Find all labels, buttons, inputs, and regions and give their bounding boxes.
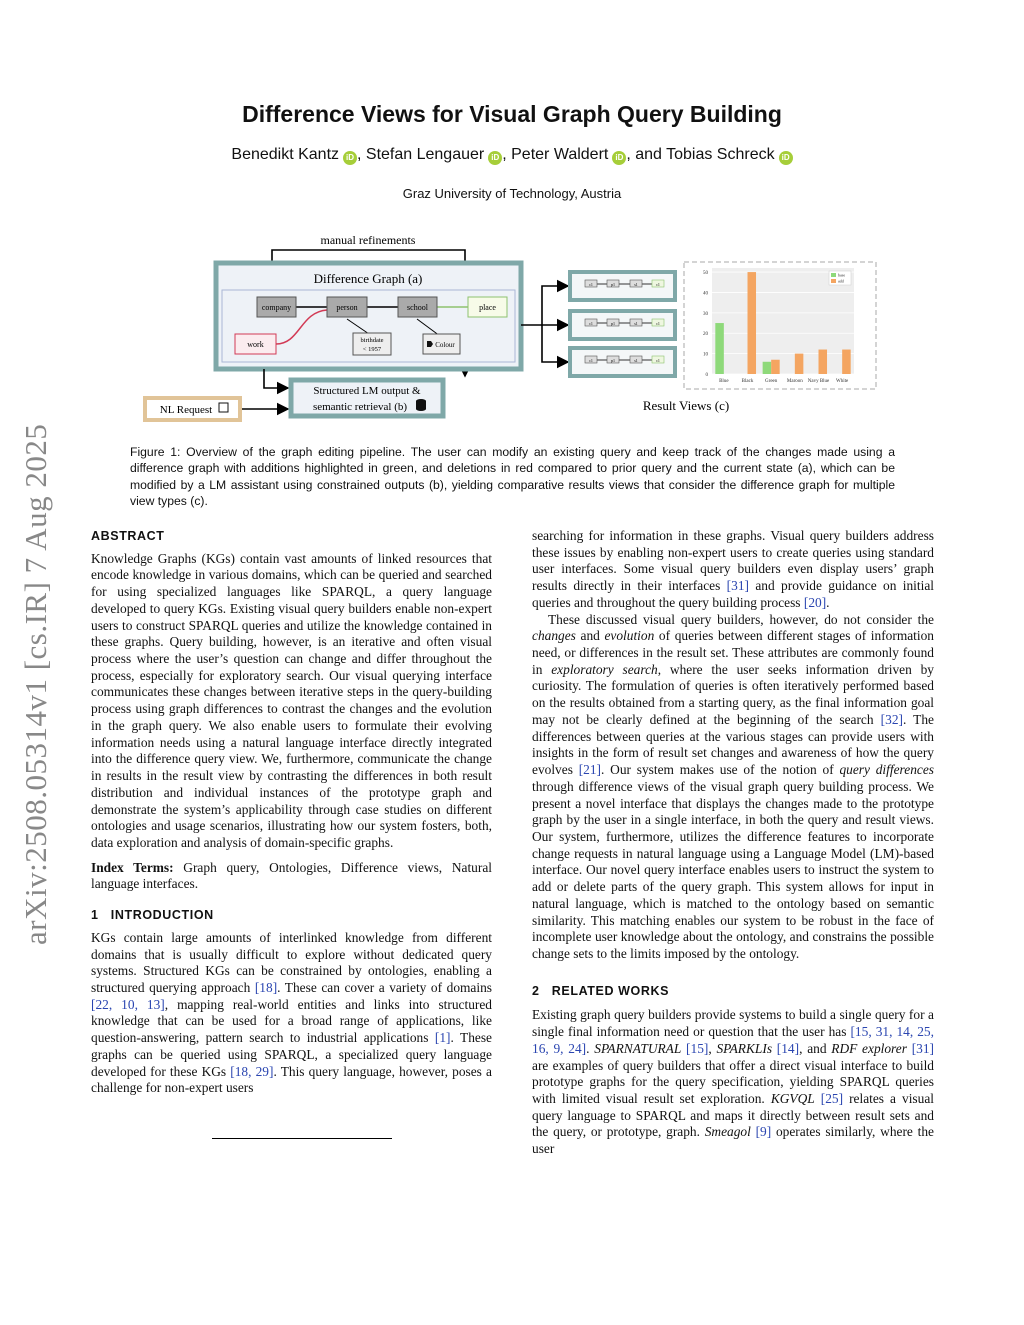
citation-link[interactable]: [9] xyxy=(755,1124,772,1140)
orcid-icon[interactable]: iD xyxy=(779,151,793,165)
citation-link[interactable]: [21] xyxy=(578,762,602,778)
left-column xyxy=(91,528,492,1097)
abstract-heading xyxy=(91,528,492,545)
citation-link[interactable]: [25] xyxy=(820,1091,844,1106)
node-place-label: place xyxy=(479,303,496,312)
mini-node-label: c1 xyxy=(656,358,660,363)
y-tick-label: 0 xyxy=(705,373,708,378)
mini-node-label: s1 xyxy=(634,321,638,326)
node-school-label: school xyxy=(407,303,428,312)
author-name: Stefan Lengauer xyxy=(365,146,485,163)
legend-label: base xyxy=(838,272,846,278)
author-sep: , xyxy=(357,146,366,163)
footnote-rule xyxy=(212,1138,392,1139)
node-colour-label: Colour xyxy=(435,341,455,349)
mini-node-label: c1 xyxy=(589,358,593,363)
section-number: 1 xyxy=(91,908,99,923)
citation-link[interactable]: [22, 10, 13] xyxy=(91,996,165,1012)
arxiv-identifier: arXiv:2508.05314v1 [cs.IR] 7 Aug 2025 xyxy=(18,423,53,945)
orcid-icon[interactable]: iD xyxy=(612,151,626,165)
pipeline-figure xyxy=(0,225,1024,425)
mini-node-label: s1 xyxy=(634,282,638,287)
abstract-heading-text: ABSTRACT xyxy=(91,529,165,543)
manual-refinements-label: manual refinements xyxy=(320,233,416,247)
index-terms-text: Graph query, Ontologies, Difference views, Natural language interfaces. xyxy=(91,859,492,892)
y-tick-label: 20 xyxy=(703,332,708,338)
citation-link[interactable]: [31] xyxy=(726,578,749,594)
bar[interactable] xyxy=(771,360,780,374)
bar[interactable] xyxy=(715,323,724,374)
citation-link[interactable]: [31] xyxy=(911,1040,934,1056)
mini-node-label: p1 xyxy=(611,282,615,287)
lm-label-line1: Structured LM output & xyxy=(313,385,421,397)
affiliation: Graz University of Technology, Austria xyxy=(402,186,622,201)
y-tick-label: 50 xyxy=(703,271,708,277)
legend-swatch xyxy=(831,279,836,283)
section-number: 2 xyxy=(532,983,540,998)
x-tick-label: Black xyxy=(741,379,754,384)
result-views-label: Result Views (c) xyxy=(642,398,730,413)
x-tick-label: Navy Blue xyxy=(807,379,830,384)
difference-graph-label: Difference Graph (a) xyxy=(313,271,423,286)
node-person-label: person xyxy=(336,303,358,312)
y-tick-label: 10 xyxy=(703,352,708,358)
intro-heading xyxy=(91,907,492,924)
intro-heading-text: INTRODUCTION xyxy=(110,908,214,923)
legend-swatch xyxy=(831,273,836,277)
bar[interactable] xyxy=(748,272,757,374)
author-name: Benedikt Kantz xyxy=(231,146,340,163)
legend-label: add xyxy=(838,278,844,284)
x-tick-label: White xyxy=(836,379,849,384)
abstract-text: Knowledge Graphs (KGs) contain vast amounts of linked resources that encode knowledge in various domains, which can be queried and searched for using specialized languages like SPARQL, a query language developed to query KGs. Existing visual query builders enable non-expert users to construct SPARQL queries and utilize the knowledge contained in these graphs. Query building, however, is an iterative and often visual process where the user’s question can change and differ throughout the process, especially for exploratory search. Our visual querying interface communicates these changes between iterative steps in the query-building process using graph differences to contrast the changes and the evolution in the graph query. We also enable users to formulate their evolving information needs using a natural language interface directly integrated into the difference query view. We, furthermore, communicate the change in results in the result view by contrasting the differences in both result distribution and individual instances of the prototype graph and demonstrate the system’s applicability through case studies on different ontologies and usage scenarios, illustrating how our system fosters, both, data exploration and analysis of domain-specific graphs. xyxy=(91,550,492,850)
mini-node-label: p1 xyxy=(611,321,615,326)
x-tick-label: Green xyxy=(765,379,778,384)
mini-node-label: p1 xyxy=(611,358,615,363)
lm-label-line2: semantic retrieval (b) xyxy=(312,401,408,413)
paper-title: Difference Views for Visual Graph Query Building xyxy=(242,101,782,127)
y-tick-label: 30 xyxy=(703,311,708,317)
node-birthdate-value: < 1957 xyxy=(362,346,382,353)
citation-link[interactable]: [15, 31, 14, 25, 16, 9, 24] xyxy=(532,1024,934,1056)
intro-paragraph-1: KGs contain large amounts of interlinked knowledge from different domains that is usually difficult to explore without dedicated query systems. Structured KGs can be constrained by ontologies, enabling a structured querying approach [18]. These can cover a variety of domains [22, 10, 13], mapping real-world entities and links into structured knowledge that can be used for a broad range of applications, like question-answering, pattern search to industrial applications [1]. These graphs can be queried using SPARQL, a specialized query language developed for these KGs [18, 29]. This query language, however, poses a challenge for non-expert users xyxy=(91,929,492,1096)
author-name: Tobias Schreck xyxy=(666,146,775,163)
citation-link[interactable]: [15] xyxy=(686,1040,709,1056)
node-birthdate-label: birthdate xyxy=(360,337,384,344)
related-heading-text: RELATED WORKS xyxy=(551,983,670,998)
citation-link[interactable]: [1] xyxy=(434,1030,451,1046)
citation-link[interactable]: [32] xyxy=(880,711,903,727)
author-sep: , and xyxy=(626,146,667,163)
right-column xyxy=(532,528,934,1158)
bar[interactable] xyxy=(819,350,828,374)
database-icon xyxy=(416,399,426,411)
author-list xyxy=(0,146,1024,165)
mini-node-label: s1 xyxy=(634,358,638,363)
y-tick-label: 40 xyxy=(703,291,708,297)
related-heading xyxy=(532,983,934,1000)
index-terms-label: Index Terms: xyxy=(91,859,174,875)
citation-link[interactable]: [20] xyxy=(803,594,827,610)
x-tick-label: Blue xyxy=(719,379,729,384)
bar[interactable] xyxy=(763,362,772,374)
related-paragraph-1: Existing graph query builders provide systems to build a single query for a single final information need or question that the user has [15, 31, 14, 25, 16, 9, 24]. SPARNATURAL [15], SPARKLIs [14], and RDF explorer [31] are examples of query builders that offer a direct visual interface to build prototype graphs for the query specification, yielding SPARQL queries with limited visual result set exploration. KGVQL [25] relates a visual query language to SPARQL and maps it directly between result sets and the query, or prototype, graph. Smeagol [9] operates similarly, where the user xyxy=(532,1007,934,1157)
author-sep: , xyxy=(502,146,512,163)
figure-caption: Figure 1: Overview of the graph editing pipeline. The user can modify an existing query and keep track of the changes made using a difference graph with additions highlighted in green, and deletions in red compared to prior query and the current state (a), which can be modified by a LM assistant using constrained outputs (b), yielding comparative results views that consider the difference graph for multiple view types (c). xyxy=(130,445,895,508)
author-name: Peter Waldert xyxy=(511,146,609,163)
intro-paragraph-1-cont: searching for information in these graphs. Visual query builders address these issues by enabling non-expert users to create queries using standard user interfaces. Some visual query builders even display users’ graph results directly in their interfaces [31] and provide guidance on initial queries and throughout the query building process [20]. xyxy=(532,528,934,610)
orcid-icon[interactable]: iD xyxy=(488,151,502,165)
citation-link[interactable]: [18, 29] xyxy=(230,1063,274,1079)
x-tick-label: Maroon xyxy=(786,379,803,384)
mini-node-label: c1 xyxy=(656,321,660,326)
intro-paragraph-2: These discussed visual query builders, however, do not consider the changes and evolution of queries between different stages of information need, or differences in the result set. These attributes are commonly found in exploratory search, where the user seeks information driven by curiosity. The formulation of queries is often iteratively performed based on the results obtained from a starting query, as the final information goal may not be clearly defined at the beginning of the search [32]. The differences between queries at the various stages can provide users with insights in the form of result set changes and awareness of how the query evolves [21]. Our system makes use of the notion of query differences through difference views of the visual graph query building process. We present a novel interface that displays the changes made to the prototype graph by the user in a single interface, in both the query and result views. Our system, furthermore, utilizes the difference features to incorporate change requests in natural language using a Language Model (LM)-based interface. Our novel query interface enables users to instruct the system to add or delete parts of the query graph. This system allows for input in natural language, which is matched to the ontology based on semantic similarity. This matching enables our system to be robust in the face of incomplete user knowledge about the ontology, and constrains the possible change sets to the limits imposed by the ontology. xyxy=(532,611,935,961)
index-terms xyxy=(91,860,492,893)
mini-node-label: c1 xyxy=(589,321,593,326)
mini-node-label: c1 xyxy=(589,282,593,287)
citation-link[interactable]: [14] xyxy=(776,1040,800,1056)
mini-node-label: c1 xyxy=(656,282,660,287)
nl-request-label: NL Request xyxy=(159,404,213,416)
citation-link[interactable]: [18] xyxy=(254,979,278,995)
bar[interactable] xyxy=(795,354,804,374)
orcid-icon[interactable]: iD xyxy=(343,151,357,165)
node-work-label: work xyxy=(247,340,264,349)
bar[interactable] xyxy=(842,350,851,374)
node-company-label: company xyxy=(261,303,292,312)
